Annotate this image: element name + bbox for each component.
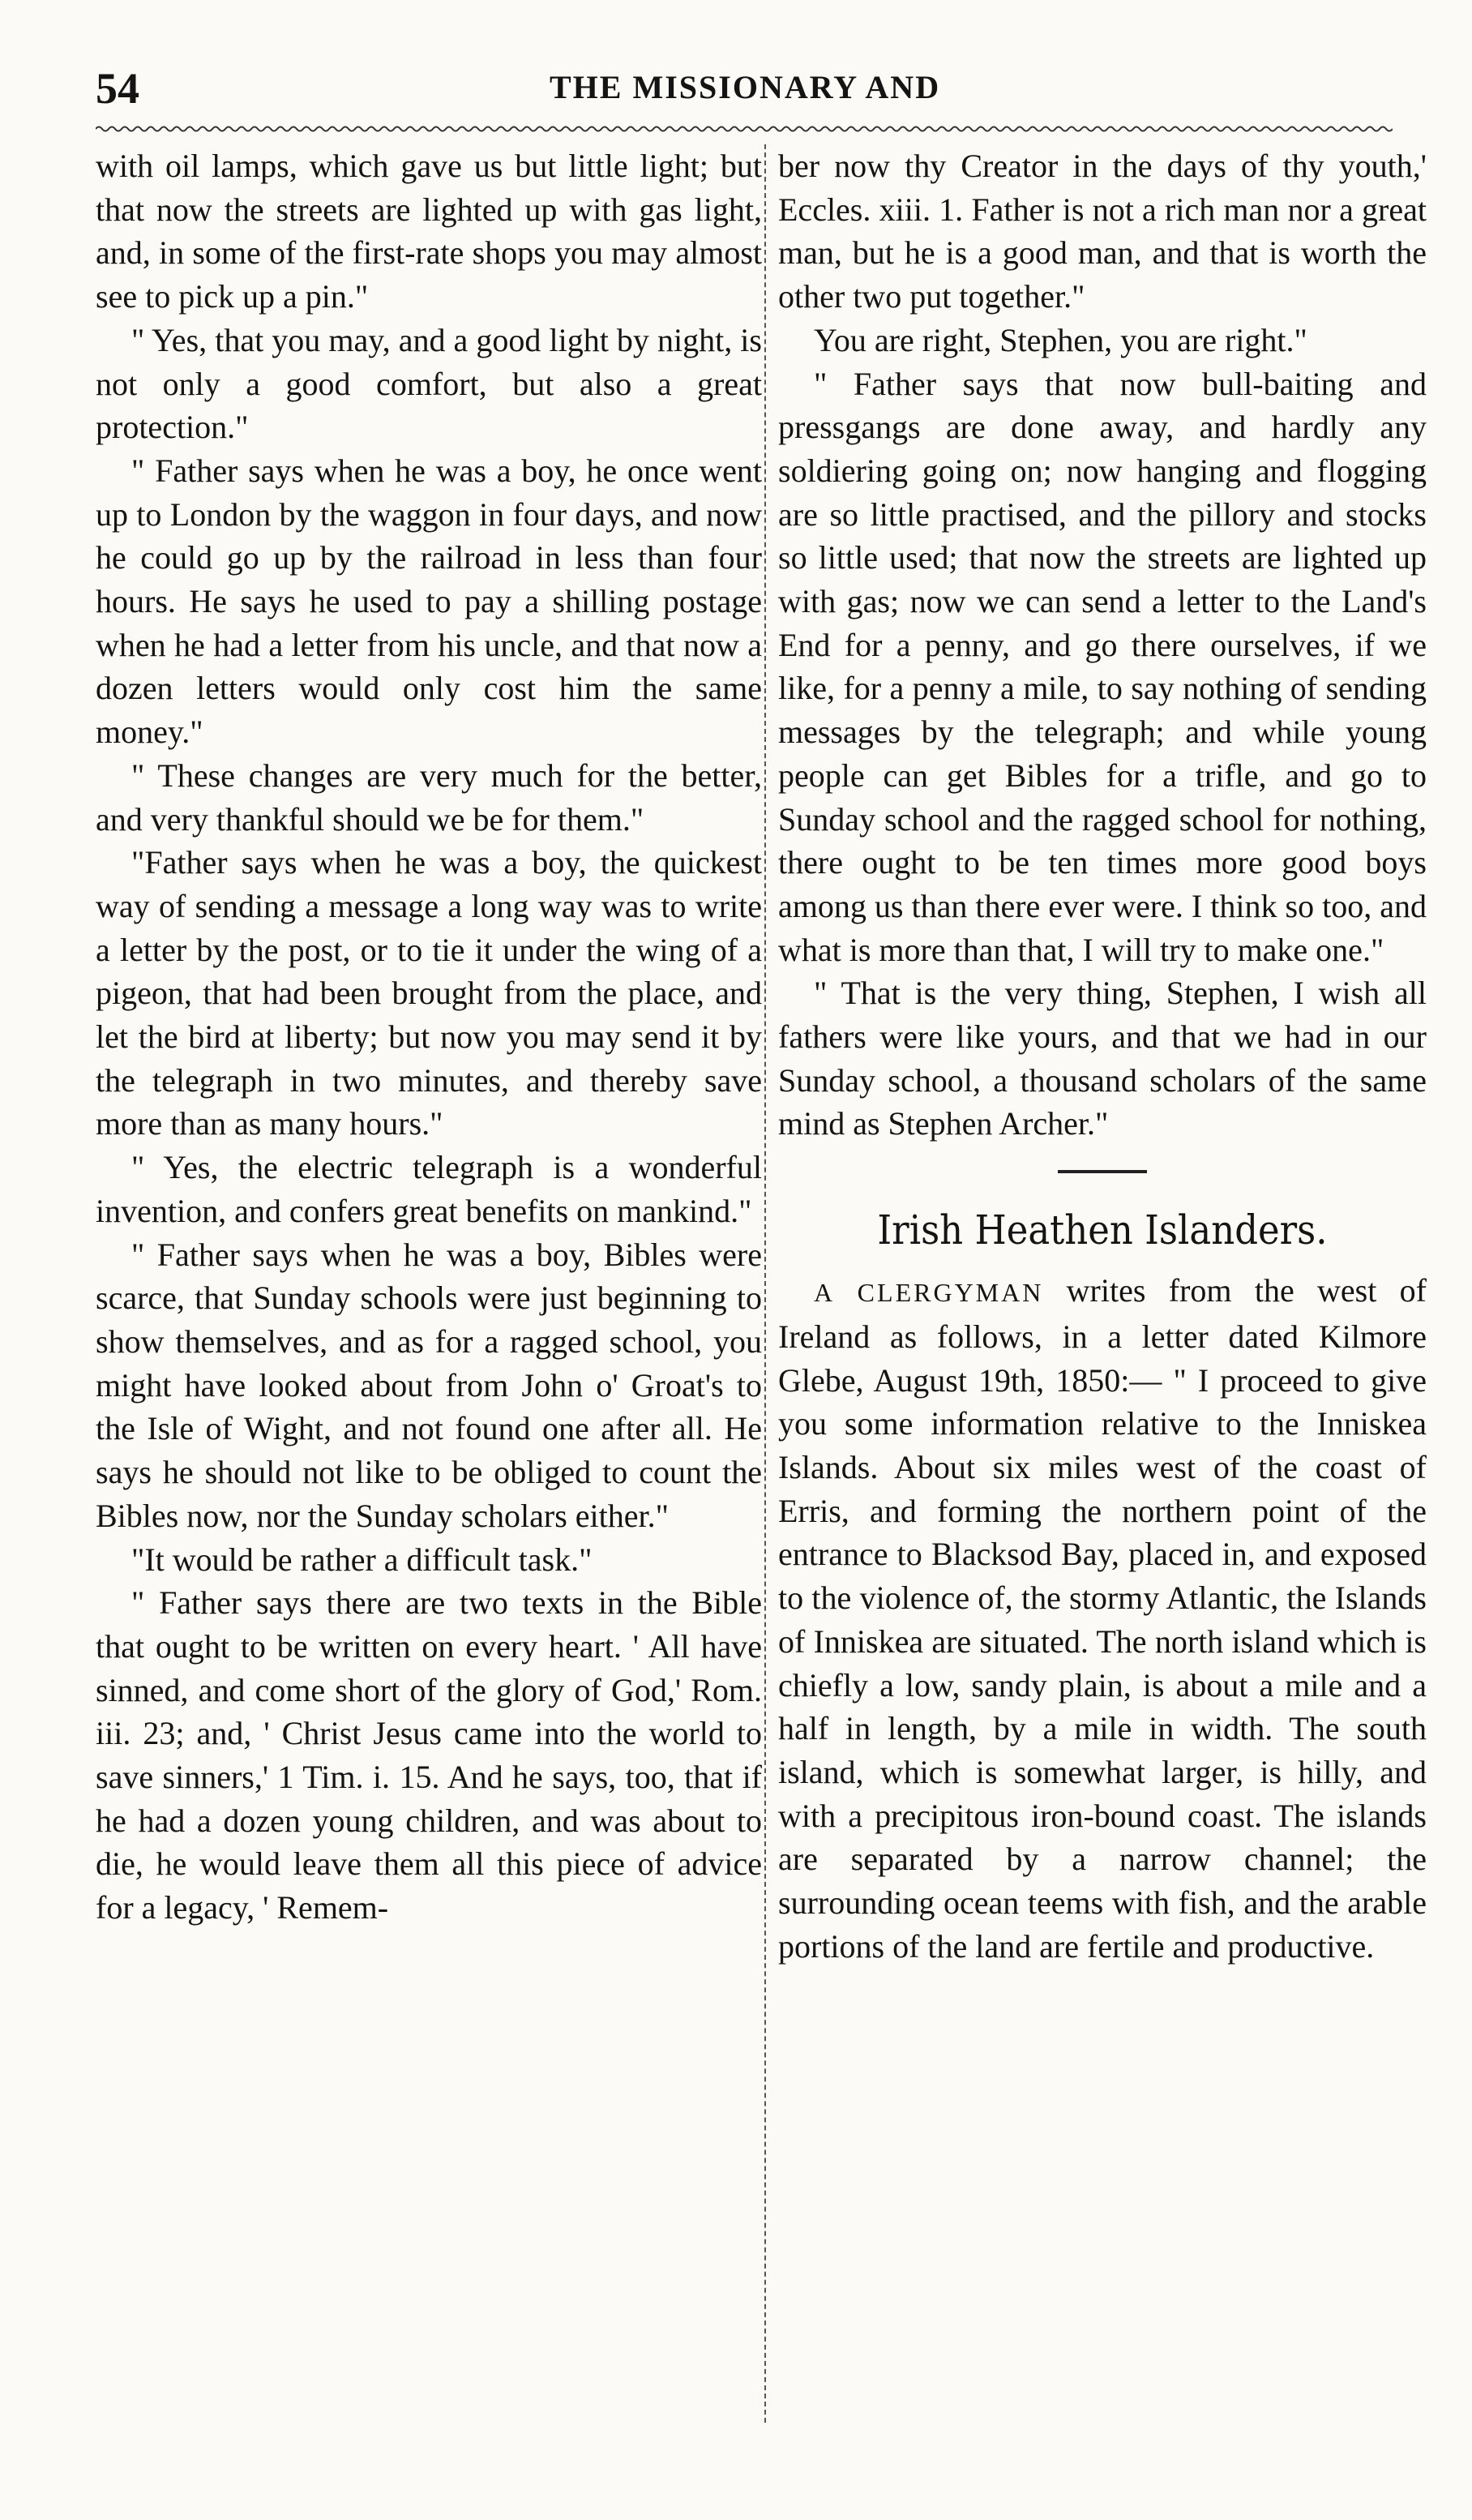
article-body: writes from the west of Ireland as follows, in a letter dated Kilmore Glebe, August 19th, 1850:— " I proceed to give you some information relative to the Inniskea Islands. About six miles west of the coast of Erris, and forming the northern point of the entrance to Blacksod Bay, placed in, and exposed to the violence of, the stormy Atlantic, the Islands of Inniskea are situated. The north island which is chiefly a low, sandy plain, is about a mile and a half in length, by a mile in width. The south island, which is somewhat larger, is hilly, and with a precipitous iron-bound coast. The islands are separated by a narrow channel; the surrounding ocean teems with fish, and the arable portions of the land are fertile and productive. xyxy=(778,1272,1427,1965)
page-header xyxy=(96,63,1393,120)
column-divider xyxy=(764,144,766,2423)
paragraph: with oil lamps, which gave us but little light; but that now the streets are lighted up with gas light, and, in some of the first-rate shops you may almost see to pick up a pin." xyxy=(96,148,762,315)
paragraph: You are right, Stephen, you are right." xyxy=(814,321,1307,358)
paragraph: " Father says when he was a boy, he once went up to London by the waggon in four days, and now he could go up by the railroad in less than four hours. He says he used to pay a shilling postage when he had a letter from his uncle, and that now a dozen letters would only cost him the same money." xyxy=(96,452,762,751)
paragraph: ber now thy Creator in the days of thy youth,' Eccles. xiii. 1. Father is not a rich man nor a great man, but he is a good man, and that is worth the other two put together." xyxy=(778,148,1427,315)
paragraph: "Father says when he was a boy, the quickest way of sending a message a long way was to write a letter by the post, or to tie it under the wing of a pigeon, that had been brought from the place, and let the bird at liberty; but now you may send it by the telegraph in two minutes, and thereby save more than as many hours." xyxy=(96,844,762,1142)
page-number: 54 xyxy=(96,64,139,113)
paragraph: "It would be rather a difficult task." xyxy=(131,1541,593,1578)
article-paragraph xyxy=(778,1269,1427,1968)
paragraph: " Yes, that you may, and a good light by night, is not only a good comfort, but also a great protection." xyxy=(96,321,762,446)
article-lead-word: A CLERGYMAN xyxy=(814,1278,1044,1308)
left-column xyxy=(96,144,762,1930)
paragraph: " Yes, the electric telegraph is a wonderful invention, and confers great benefits on mankind." xyxy=(96,1149,762,1229)
paragraph: " That is the very thing, Stephen, I wish all fathers were like yours, and that we had in our Sunday school, a thousand scholars of the same mind as Stephen Archer." xyxy=(778,975,1427,1142)
right-column xyxy=(778,144,1427,1968)
paragraph: " Father says there are two texts in the Bible that ought to be written on every heart. ' All have sinned, and come short of the glory of God,' Rom. iii. 23; and, ' Christ Jesus came into the world to save sinners,' 1 Tim. i. 15. And he says, too, that if he had a dozen young children, and was about to die, he would leave them all this piece of advice for a legacy, ' Remem- xyxy=(96,1584,762,1926)
paragraph: " Father says that now bull-baiting and pressgangs are done away, and hardly any soldiering going on; now hanging and flogging are so little practised, and the pillory and stocks so little used; that now the streets are lighted up with gas; now we can send a letter to the Land's End for a penny, and go there ourselves, if we like, for a penny a mile, to say nothing of sending messages by the telegraph; and while young people can get Bibles for a trifle, and go to Sunday school and the ragged school for nothing, there ought to be ten times more good boys among us than there ever were. I think so too, and what is more than that, I will try to make one." xyxy=(778,365,1427,968)
section-divider xyxy=(1058,1170,1147,1173)
article-heading: Irish Heathen Islanders. xyxy=(877,1206,1328,1254)
paragraph: " These changes are very much for the better, and very thankful should we be for them." xyxy=(96,756,762,838)
header-wavy-rule xyxy=(96,123,1393,135)
paragraph: " Father says when he was a boy, Bibles were scarce, that Sunday schools were just beginning to show themselves, and as for a ragged school, you might have looked about from John o' Groat's to the Isle of Wight, and not found one after all. He says he should not like to be obliged to count the Bibles now, nor the Sunday scholars either." xyxy=(96,1236,762,1534)
running-head: THE MISSIONARY AND xyxy=(550,69,941,105)
